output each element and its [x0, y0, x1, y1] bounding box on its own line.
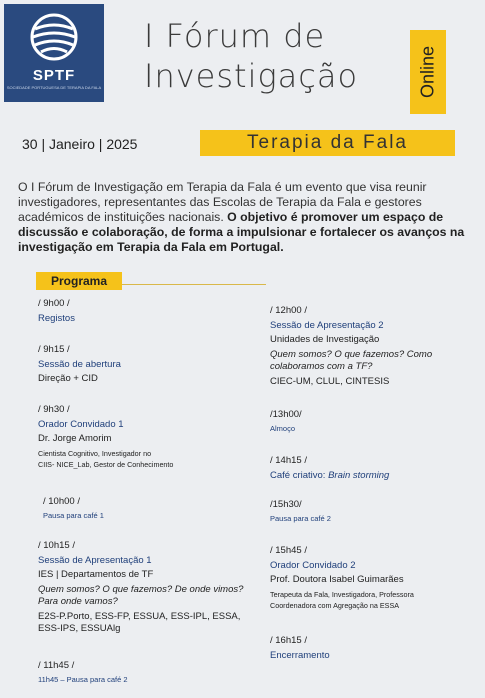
schedule-item [38, 298, 258, 324]
globe-icon [27, 12, 81, 62]
online-badge-label: Online [417, 45, 438, 99]
slot-time: / 9h30 / [38, 404, 70, 415]
slot-time: / 12h00 / [270, 305, 307, 316]
slot-speaker-bio: Cientista Cognitivo, Investigador no CIIS- NICE_Lab, Gestor de Conhecimento [38, 449, 174, 469]
schedule-item [270, 305, 470, 388]
slot-title: Orador Convidado 2 [270, 560, 356, 571]
title-line-2: Investigação [144, 57, 359, 95]
slot-time: / 15h45 / [270, 545, 307, 556]
slot-time: /15h30/ [270, 499, 302, 510]
schedule-item [38, 540, 258, 635]
slot-title: Registos [38, 313, 75, 324]
schedule-item [270, 545, 470, 611]
intro-paragraph [18, 180, 470, 255]
slot-speaker-bio: Terapeuta da Fala, Investigadora, Professora Coordenadora com Agregação na ESSA [270, 590, 414, 610]
slot-questions: Quem somos? O que fazemos? De onde vimos? Para onde vamos? [38, 584, 244, 607]
slot-time: / 11h45 / [38, 660, 75, 671]
slot-title: Almoço [270, 424, 296, 433]
sptf-logo [4, 4, 104, 102]
slot-time: / 10h00 / [43, 496, 80, 507]
slot-title: Orador Convidado 1 [38, 419, 124, 430]
slot-time: / 16h15 / [270, 635, 307, 646]
page-title [144, 16, 358, 96]
schedule-item [270, 499, 470, 523]
slot-time: / 9h15 / [38, 344, 70, 355]
schedule-item [270, 409, 470, 433]
slot-questions: Quem somos? O que fazemos? Como colaboramos com a TF? [270, 349, 433, 372]
event-date: 30 | Janeiro | 2025 [22, 136, 138, 152]
slot-speaker: Dr. Jorge Amorim [38, 433, 112, 444]
schedule-item [38, 344, 258, 385]
slot-detail: Direção + CID [38, 373, 98, 384]
logo-full-name: SOCIEDADE PORTUGUESA DE TERAPIA DA FALA [6, 85, 102, 90]
slot-time: / 9h00 / [38, 298, 70, 309]
programa-label: Programa [36, 272, 122, 290]
title-line-1: I Fórum de [144, 17, 326, 55]
subject-banner: Terapia da Fala [200, 130, 455, 156]
slot-speaker: Prof. Doutora Isabel Guimarães [270, 574, 404, 585]
slot-time: / 14h15 / [270, 455, 307, 466]
slot-institutions: E2S-P.Porto, ESS-FP, ESSUA, ESS-IPL, ESSA, ESS-IPS, ESSUAlg [38, 611, 241, 634]
slot-time: /13h00/ [270, 409, 302, 420]
schedule-item [38, 404, 258, 470]
slot-title: Sessão de abertura [38, 359, 121, 370]
slot-detail: Unidades de Investigação [270, 334, 380, 345]
slot-time: / 10h15 / [38, 540, 75, 551]
schedule-item [38, 660, 258, 684]
schedule-item [270, 455, 470, 481]
schedule-item [270, 635, 470, 661]
slot-institutions: CIEC-UM, CLUL, CINTESIS [270, 376, 390, 387]
intro-text: O I Fórum de Investigação em Terapia da Fala é um evento que visa reunir investigadores, representantes das Escolas de Terapia da Fala e gestores académicos de instituições nacionais. [18, 180, 427, 224]
intro-bold: O objetivo é promover um espaço de discussão e colaboração, de forma a impulsionar e fortalecer os avanços na investigação em Terapia da Fala em Portugal. [18, 210, 465, 254]
logo-abbr: SPTF [32, 67, 76, 84]
slot-title: Pausa para café 1 [43, 511, 104, 520]
slot-title: Encerramento [270, 650, 330, 661]
slot-title: Café criativo: Brain storming [270, 470, 390, 481]
slot-detail: IES | Departamentos de TF [38, 569, 154, 580]
slot-title: Sessão de Apresentação 2 [270, 320, 384, 331]
online-badge [410, 30, 446, 114]
slot-title: Pausa para café 2 [270, 514, 331, 523]
schedule-item [43, 496, 263, 520]
slot-title: Sessão de Apresentação 1 [38, 555, 152, 566]
slot-title: 11h45 – Pausa para café 2 [38, 675, 128, 684]
